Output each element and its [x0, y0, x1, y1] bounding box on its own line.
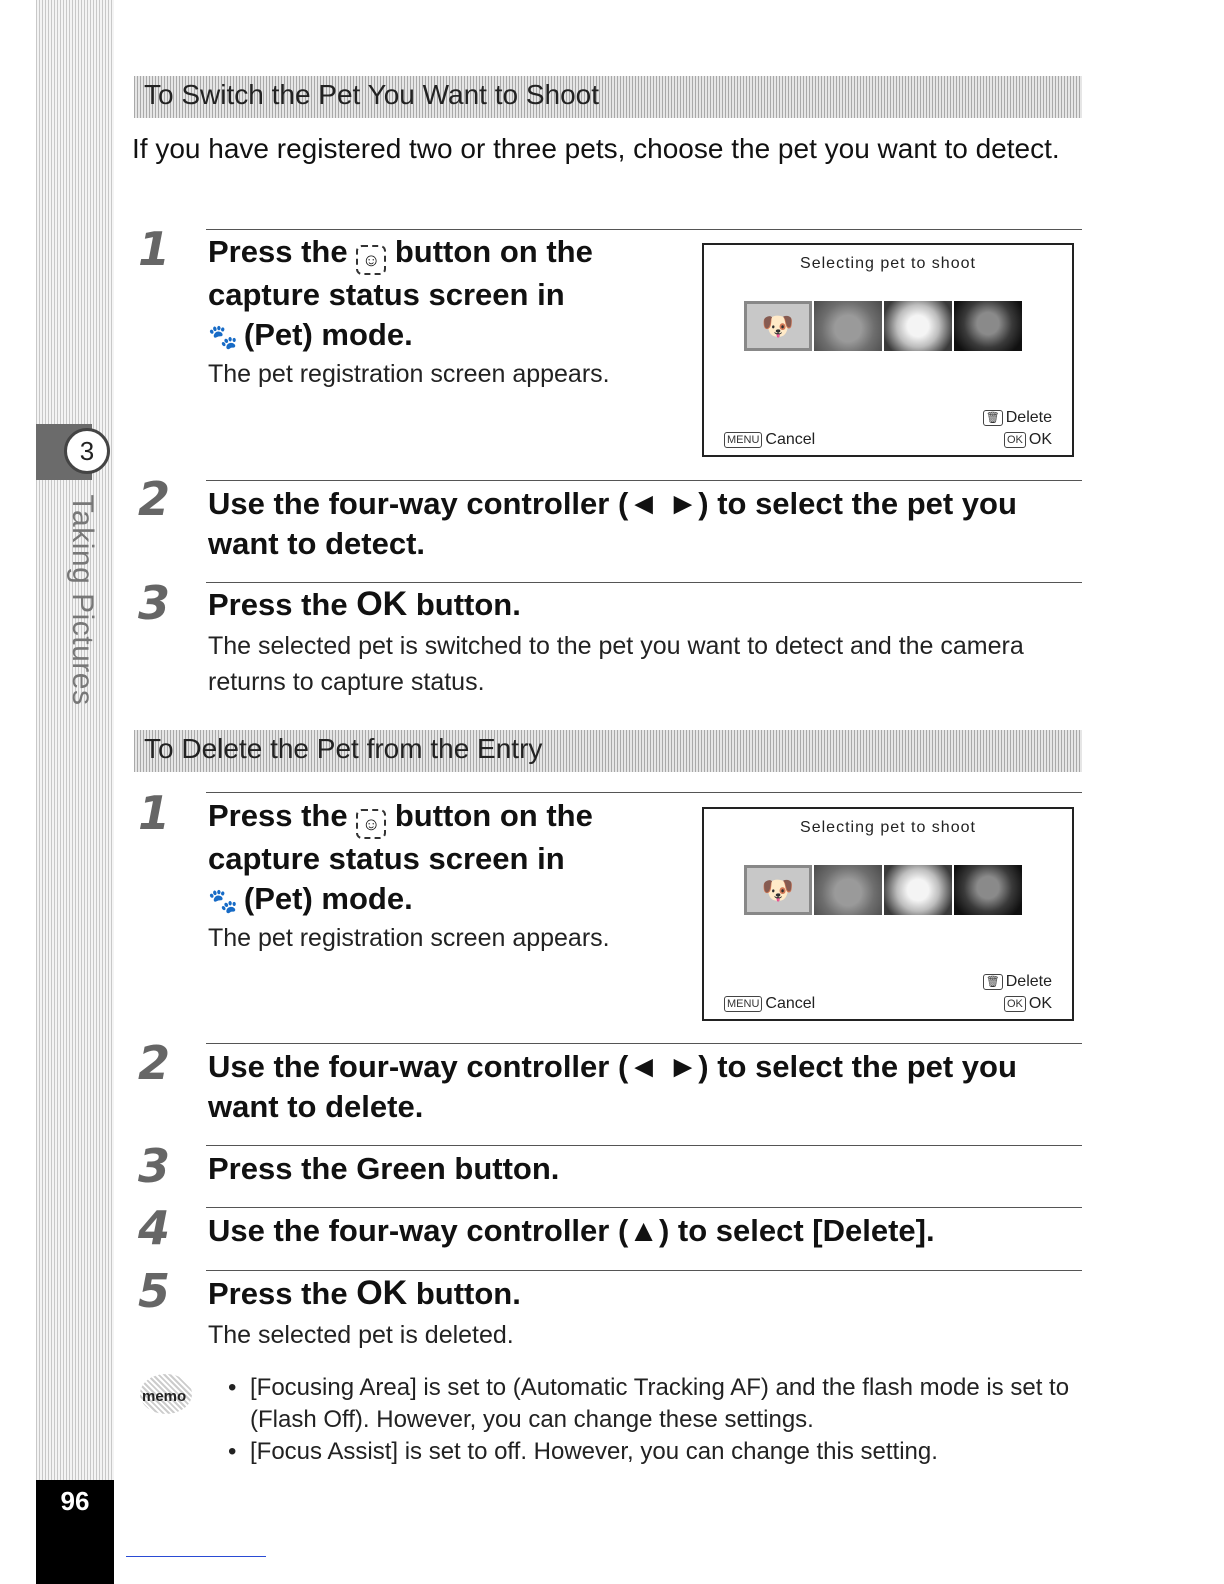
step-description: The selected pet is deleted.: [208, 1321, 514, 1349]
footer-rule: [126, 1556, 266, 1557]
screen-title: Selecting pet to shoot: [800, 255, 976, 272]
menu-key-icon: MENU: [724, 432, 762, 448]
chapter-label: Taking Pictures: [66, 494, 99, 706]
step-description: The selected pet is switched to the pet you want to detect and the camera returns to capture status.: [208, 632, 1024, 696]
step-title: Use the four-way controller (◄ ►) to select the pet you want to delete.: [208, 1049, 1017, 1124]
step-description: The pet registration screen appears.: [208, 360, 610, 388]
step-divider: [206, 1145, 1082, 1146]
step-title: Press the ☺ button on the capture status screen in 🐾 (Pet) mode.: [208, 796, 678, 922]
ok-hint: OK OK: [1004, 995, 1052, 1013]
step-divider: [206, 582, 1082, 583]
step-number: 5: [138, 1264, 171, 1318]
step-number: 1: [138, 222, 171, 276]
menu-key-icon: MENU: [724, 996, 762, 1012]
step-number: 3: [138, 576, 171, 630]
step-title: Press the OK button.: [208, 1274, 521, 1312]
pet-selection-screen: [702, 807, 1074, 1021]
trash-key-icon: 🗑: [983, 410, 1003, 426]
ok-hint: OK OK: [1004, 431, 1052, 449]
pet-mode-icon: 🐾: [208, 324, 238, 351]
pet-thumb-default: 🐶: [744, 865, 812, 915]
ok-key-icon: OK: [1004, 996, 1026, 1012]
step-number: 3: [138, 1139, 171, 1193]
step-number: 1: [138, 786, 171, 840]
pet-thumb-dark-dog: [954, 301, 1022, 351]
face-button-icon: ☺: [356, 245, 386, 275]
memo-icon: memo: [134, 1374, 198, 1418]
pet-thumb-white-dog: [884, 865, 952, 915]
cancel-hint: MENU Cancel: [724, 995, 815, 1013]
step-divider: [206, 1043, 1082, 1044]
chapter-tab-strip: [36, 0, 114, 1480]
step-title: Use the four-way controller (▲) to select [Delete].: [208, 1213, 935, 1248]
pet-thumb-cat: [814, 301, 882, 351]
trash-key-icon: 🗑: [983, 974, 1003, 990]
section-heading-switch-pet: To Switch the Pet You Want to Shoot: [134, 76, 1082, 118]
pet-thumb-dark-dog: [954, 865, 1022, 915]
screen-title: Selecting pet to shoot: [800, 819, 976, 836]
ok-key-icon: OK: [1004, 432, 1026, 448]
pet-mode-icon: 🐾: [208, 888, 238, 915]
memo-item: • [Focusing Area] is set to (Automatic Tracking AF) and the flash mode is set to (Flash Off). However, you can change these settings.: [226, 1372, 1086, 1436]
step-divider: [206, 1207, 1082, 1208]
step-title: Press the OK button.: [208, 585, 521, 623]
page-number: 96: [60, 1486, 90, 1516]
pet-thumbnails: [744, 865, 1022, 915]
step-title: Use the four-way controller (◄ ►) to select the pet you want to detect.: [208, 486, 1017, 561]
step-divider: [206, 480, 1082, 481]
delete-hint: 🗑 Delete: [983, 409, 1052, 427]
pet-selection-screen: [702, 243, 1074, 457]
step-title: Press the Green button.: [208, 1151, 560, 1186]
pet-thumb-white-dog: [884, 301, 952, 351]
step-number: 2: [138, 472, 171, 526]
memo-notes: [226, 1372, 1086, 1468]
cancel-hint: MENU Cancel: [724, 431, 815, 449]
step-number: 2: [138, 1036, 171, 1090]
step-description: The pet registration screen appears.: [208, 924, 610, 952]
delete-hint: 🗑 Delete: [983, 973, 1052, 991]
step-divider: [206, 229, 1082, 230]
face-button-icon: ☺: [356, 809, 386, 839]
pet-thumb-default: 🐶: [744, 301, 812, 351]
chapter-number: 3: [64, 428, 110, 474]
pet-thumb-cat: [814, 865, 882, 915]
pet-thumbnails: [744, 301, 1022, 351]
step-divider: [206, 792, 1082, 793]
step-divider: [206, 1270, 1082, 1271]
section-intro: If you have registered two or three pets, choose the pet you want to detect.: [132, 133, 1060, 164]
memo-item: • [Focus Assist] is set to off. However, you can change this setting.: [226, 1436, 1086, 1468]
step-number: 4: [138, 1201, 171, 1255]
step-title: Press the ☺ button on the capture status screen in 🐾 (Pet) mode.: [208, 232, 678, 358]
section-heading-delete-pet: To Delete the Pet from the Entry: [134, 730, 1082, 772]
